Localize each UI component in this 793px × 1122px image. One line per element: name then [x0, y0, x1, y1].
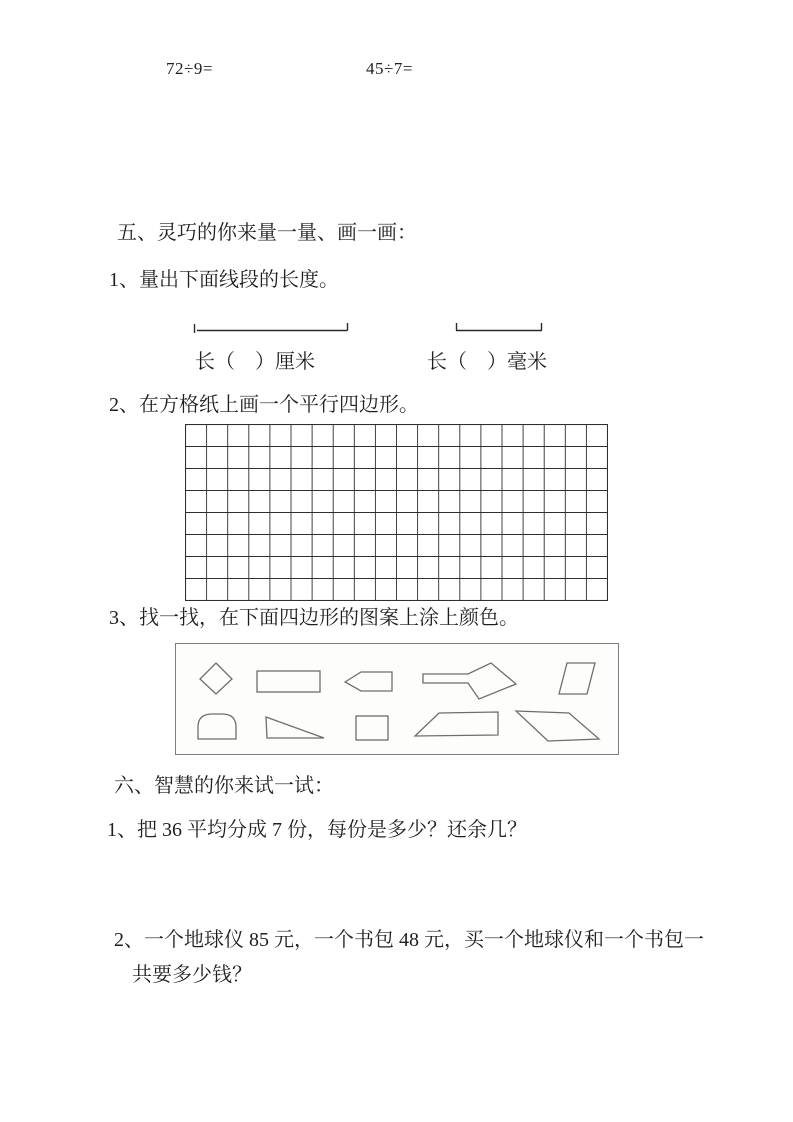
shape-parallelogram-small[interactable]	[559, 663, 595, 694]
shapes-box	[175, 643, 619, 755]
section-six-heading: 六、智慧的你来试一试：	[114, 775, 334, 797]
shape-trapezoid[interactable]	[415, 712, 498, 736]
question-6-2-label-line1: 2、一个地球仪 85 元，一个书包 48 元，买一个地球仪和一个书包一	[114, 929, 704, 951]
shape-flag-arrow[interactable]	[423, 663, 516, 699]
shape-round-top-arch[interactable]	[198, 714, 236, 739]
line-segment-mm	[455, 320, 543, 335]
shape-parallelogram-large[interactable]	[516, 711, 599, 741]
section-five-heading: 五、灵巧的你来量一量、画一画：	[117, 222, 417, 244]
shape-square[interactable]	[356, 716, 388, 740]
answer-blank-cm[interactable]: 长（ ）厘米	[195, 351, 315, 373]
shape-right-triangle[interactable]	[266, 717, 324, 738]
question-5-3-label: 3、找一找，在下面四边形的图案上涂上颜色。	[109, 607, 519, 629]
shapes-canvas	[176, 644, 618, 754]
parallelogram-grid[interactable]	[185, 424, 608, 601]
question-6-2-label-line2: 共要多少钱？	[132, 964, 252, 986]
answer-blank-mm[interactable]: 长（ ）毫米	[427, 351, 547, 373]
shape-left-point-pentagon[interactable]	[345, 672, 392, 691]
grid-area[interactable]	[185, 424, 608, 606]
shape-rectangle[interactable]	[257, 671, 320, 692]
question-5-2-label: 2、在方格纸上画一个平行四边形。	[109, 394, 419, 416]
equation-2[interactable]: 45÷7=	[366, 59, 413, 78]
line-segment-cm	[193, 320, 349, 335]
shape-diamond[interactable]	[200, 663, 232, 694]
question-6-1-label: 1、把 36 平均分成 7 份，每份是多少？还余几？	[107, 819, 527, 841]
question-5-1-label: 1、量出下面线段的长度。	[109, 269, 339, 291]
equation-1[interactable]: 72÷9=	[166, 59, 213, 78]
